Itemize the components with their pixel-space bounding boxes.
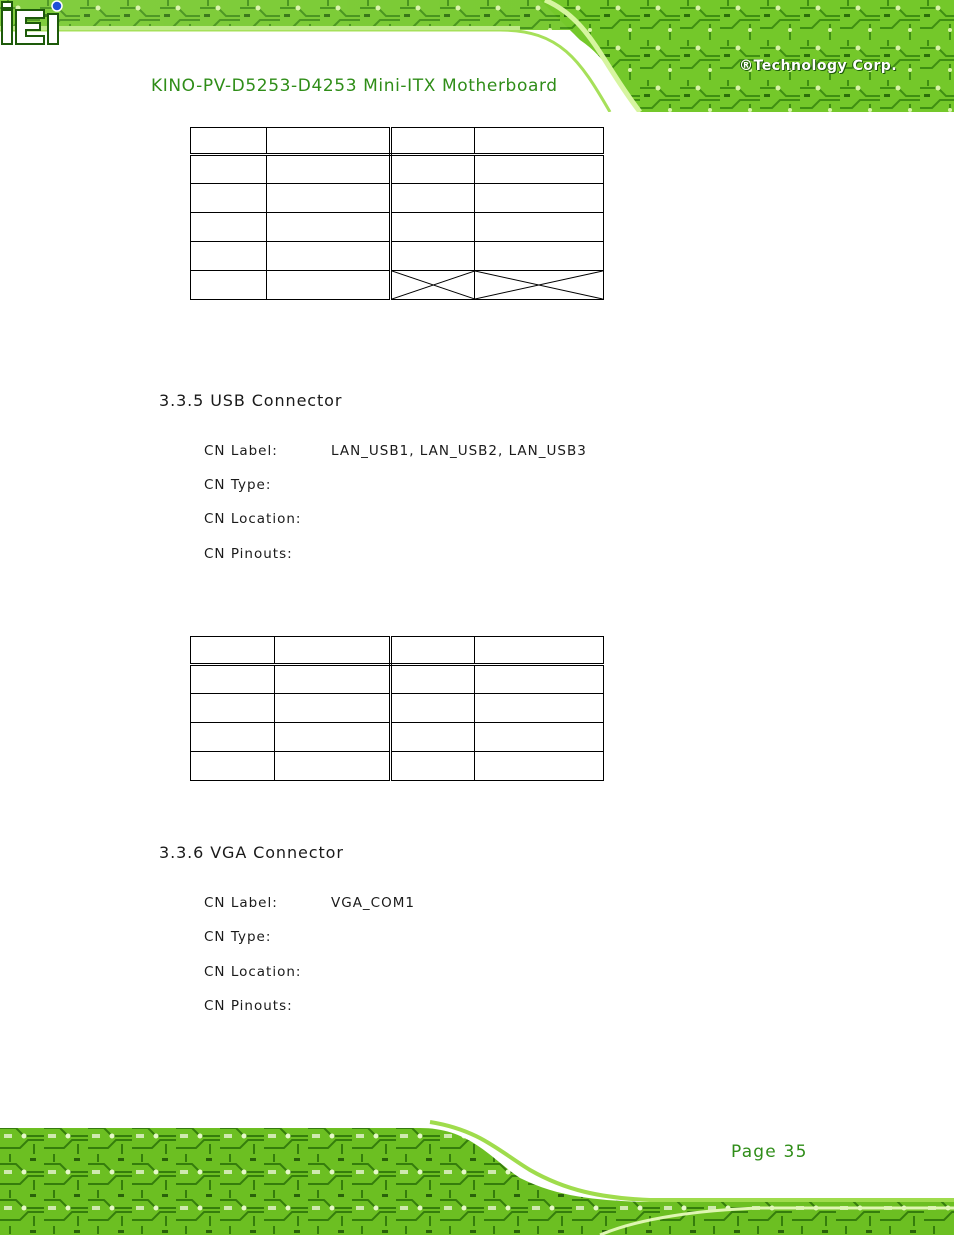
usb-cn-location-key: CN Location: xyxy=(204,511,302,527)
vga-cn-label-key: CN Label: xyxy=(204,895,278,911)
page-footer xyxy=(0,1118,954,1235)
vga-cn-label-value: VGA_COM1 xyxy=(331,895,415,911)
usb-section-heading: 3.3.5 USB Connector xyxy=(159,391,343,410)
document-title: KINO-PV-D5253-D4253 Mini-ITX Motherboard xyxy=(151,76,558,96)
usb-cn-label-value: LAN_USB1, LAN_USB2, LAN_USB3 xyxy=(331,443,587,459)
iei-logo-icon xyxy=(0,0,70,46)
table-header-row xyxy=(191,128,604,155)
table-row xyxy=(191,723,604,752)
page-number: Page 35 xyxy=(731,1142,808,1162)
table-row xyxy=(191,752,604,781)
page-header xyxy=(0,0,954,112)
table-row xyxy=(191,213,604,242)
vga-section-heading: 3.3.6 VGA Connector xyxy=(159,843,344,862)
table-row xyxy=(191,665,604,694)
usb-cn-label-key: CN Label: xyxy=(204,443,278,459)
table-row xyxy=(191,242,604,271)
crossed-out-cell xyxy=(390,271,475,300)
crossed-out-cell xyxy=(475,271,604,300)
table-row xyxy=(191,271,604,300)
table-header-row xyxy=(191,637,604,665)
vga-cn-pinouts-key: CN Pinouts: xyxy=(204,998,293,1014)
vga-cn-location-key: CN Location: xyxy=(204,964,302,980)
table-row xyxy=(191,694,604,723)
usb-pinout-table xyxy=(190,636,604,781)
brand-name: ®Technology Corp. xyxy=(739,58,898,74)
usb-cn-pinouts-key: CN Pinouts: xyxy=(204,546,293,562)
usb-cn-type-key: CN Type: xyxy=(204,477,272,493)
table-row xyxy=(191,155,604,184)
vga-cn-type-key: CN Type: xyxy=(204,929,272,945)
previous-pinout-table xyxy=(190,127,604,300)
circuit-board-footer xyxy=(0,1118,954,1235)
table-row xyxy=(191,184,604,213)
